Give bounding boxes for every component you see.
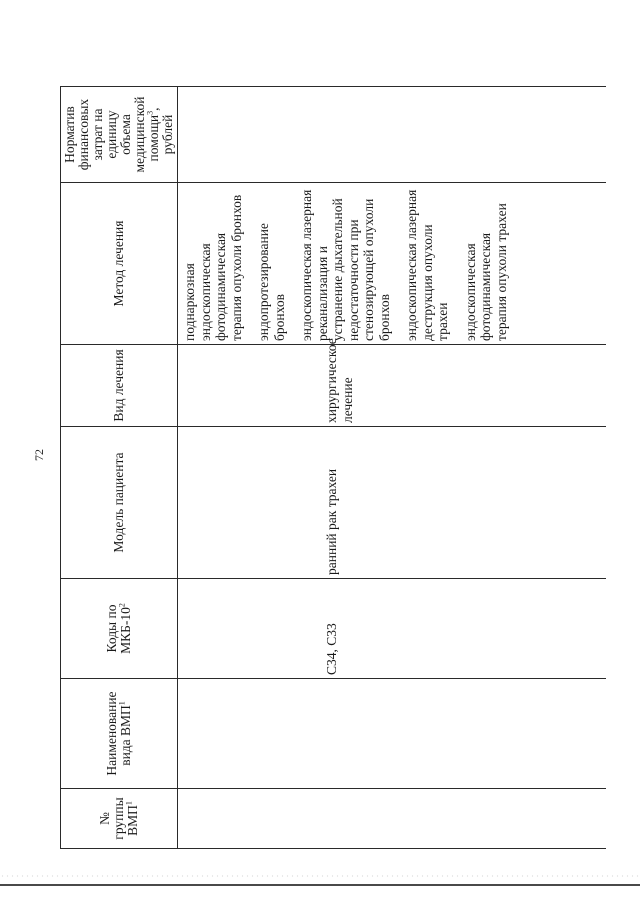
cell-icd-codes — [178, 579, 607, 679]
header-patient-model: Модель пациента — [61, 427, 178, 579]
header-group-number: № группы ВМП$^1$ — [61, 789, 178, 849]
header-treatment-method: Метод лечения — [61, 183, 178, 345]
patient-model-text: ранний рак трахеи — [324, 468, 339, 575]
page-number: 72 — [32, 449, 46, 461]
vmp-table — [60, 86, 606, 849]
table-row — [178, 87, 607, 849]
cell-treatment-method — [178, 183, 607, 345]
scan-artifact-line — [0, 884, 640, 886]
icd-codes-text: C34, C33 — [324, 623, 339, 675]
method-item: поднаркозная эндоскопическая фотодинамическая терапия опухоли бронхов — [182, 194, 244, 341]
treatment-type-text: хирургическое лечение — [324, 338, 355, 423]
scan-artifact-dots — [0, 872, 640, 880]
cell-group-number — [178, 789, 607, 849]
method-item: эндоскопическая фотодинамическая терапия опухоли трахеи — [462, 203, 509, 341]
cell-patient-model — [178, 427, 607, 579]
cell-cost-standard — [178, 87, 607, 183]
method-item: эндоскопическая лазерная реканализация и устранение дыхательной недостаточности при стенозирующей опухоли бронхов — [299, 189, 392, 341]
table-header-row — [61, 87, 178, 849]
cell-vmp-name — [178, 679, 607, 789]
header-icd-codes: Коды по МКБ-$10^2$ — [61, 579, 178, 679]
header-vmp-name: Наименование вида ВМП$^1$ — [61, 679, 178, 789]
cell-treatment-type — [178, 338, 607, 427]
method-item: эндоскопическая лазерная деструкция опухоли трахеи — [404, 189, 450, 341]
method-item: эндопротезирование бронхов — [256, 223, 287, 341]
header-treatment-type: Вид лечения — [61, 345, 178, 427]
header-cost-standard: Норматив финансовых затрат на единицу объема медицинской помощи$^3$, рублей — [61, 87, 178, 183]
